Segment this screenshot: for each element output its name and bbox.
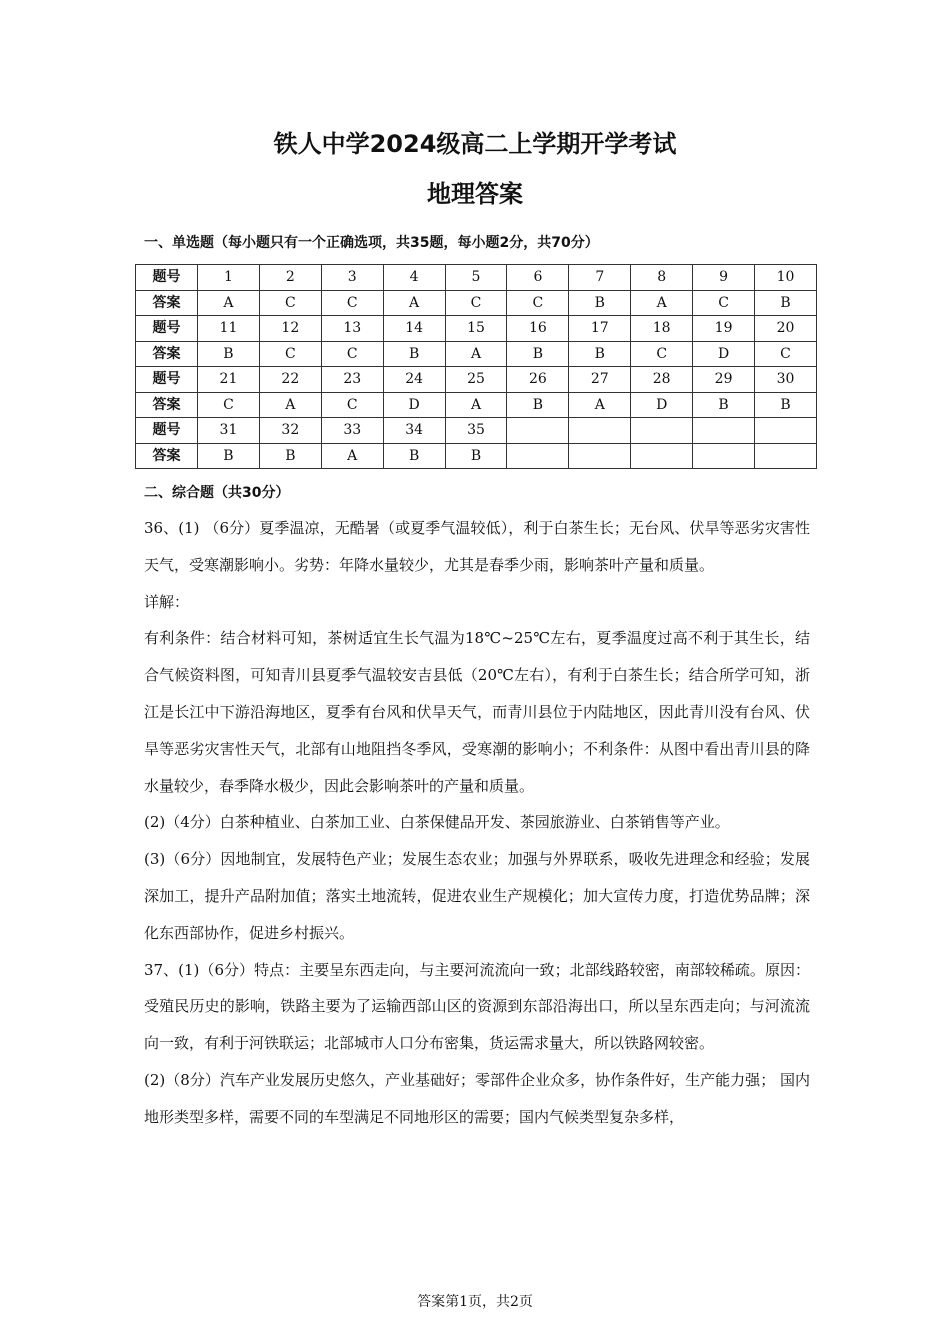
answer-cell: C bbox=[693, 290, 755, 316]
answer-cell: A bbox=[259, 392, 321, 418]
answer-cell: B bbox=[755, 290, 817, 316]
question-number-cell: 29 bbox=[693, 367, 755, 393]
question-number-cell: 15 bbox=[445, 316, 507, 342]
question-number-cell: 21 bbox=[198, 367, 260, 393]
answer-cell: C bbox=[507, 290, 569, 316]
question-number-cell: 23 bbox=[321, 367, 383, 393]
answer-cell: C bbox=[259, 341, 321, 367]
answer-37-2: (2)（8分）汽车产业发展历史悠久，产业基础好；零部件企业众多，协作条件好，生产能力强； 国内地形类型多样，需要不同的车型满足不同地形区的需要；国内气候类型复杂多样， bbox=[144, 1070, 810, 1126]
answer-36-2: (2)（4分）白茶种植业、白茶加工业、白茶保健品开发、茶园旅游业、白茶销售等产业。 bbox=[144, 813, 730, 832]
row-label-number: 题号 bbox=[136, 367, 198, 393]
answer-cell: B bbox=[259, 443, 321, 469]
answer-36-3: (3)（6分）因地制宜，发展特色产业；发展生态农业；加强与外界联系，吸收先进理念和经验；发展深加工，提升产品附加值；落实土地流转，促进农业生产规模化；加大宣传力度，打造优势品牌；深化东西部协作，促进乡村振兴。 bbox=[144, 850, 810, 942]
explanation-text: 有利条件：结合材料可知，茶树适宜生长气温为18℃~25℃左右，夏季温度过高不利于其生长，结合气候资料图，可知青川县夏季气温较安吉县低（20℃左右），有利于白茶生长；结合所学可知，浙江是长江中下游沿海地区，夏季有台风和伏旱天气，而青川县位于内陆地区，因此青川没有台风、伏旱等恶劣灾害性天气，北部有山地阻挡冬季风，受寒潮的影响小；不利条件：从图中看出青川县的降水量较少，春季降水极少，因此会影响茶叶的产量和质量。 bbox=[144, 629, 810, 795]
row-label-number: 题号 bbox=[136, 316, 198, 342]
answer-cell: D bbox=[693, 341, 755, 367]
answer-cell: B bbox=[198, 341, 260, 367]
question-number-cell: 27 bbox=[569, 367, 631, 393]
question-number-cell bbox=[631, 418, 693, 444]
row-label-answer: 答案 bbox=[136, 443, 198, 469]
question-number-cell: 31 bbox=[198, 418, 260, 444]
answer-cell: B bbox=[755, 392, 817, 418]
answer-cell: A bbox=[631, 290, 693, 316]
answer-cell: B bbox=[693, 392, 755, 418]
page-footer: 答案第1页，共2页 bbox=[417, 1294, 533, 1310]
question-number-row bbox=[136, 316, 817, 342]
answer-cell: B bbox=[507, 341, 569, 367]
answer-row bbox=[136, 392, 817, 418]
comprehensive-answers bbox=[144, 510, 810, 1136]
answer-37-1: 37、(1)（6分）特点：主要呈东西走向，与主要河流流向一致；北部线路较密，南部较稀疏。原因：受殖民历史的影响，铁路主要为了运输西部山区的资源到东部沿海出口，所以呈东西走向；与河流流向一致，有利于河铁联运；北部城市人口分布密集，货运需求量大，所以铁路网较密。 bbox=[144, 960, 810, 1053]
row-label-answer: 答案 bbox=[136, 392, 198, 418]
question-number-row bbox=[136, 418, 817, 444]
answer-cell: D bbox=[383, 392, 445, 418]
question-number-cell: 35 bbox=[445, 418, 507, 444]
question-number-row bbox=[136, 265, 817, 291]
question-number-cell: 11 bbox=[198, 316, 260, 342]
question-number-cell: 22 bbox=[259, 367, 321, 393]
question-number-cell: 12 bbox=[259, 316, 321, 342]
answer-row bbox=[136, 341, 817, 367]
question-number-cell: 26 bbox=[507, 367, 569, 393]
question-number-cell: 5 bbox=[445, 265, 507, 291]
question-number-cell: 6 bbox=[507, 265, 569, 291]
question-number-cell: 16 bbox=[507, 316, 569, 342]
answer-cell: B bbox=[507, 392, 569, 418]
answer-cell: B bbox=[569, 341, 631, 367]
answer-cell: A bbox=[383, 290, 445, 316]
section-1-heading: 一、单选题（每小题只有一个正确选项，共35题，每小题2分，共70分） bbox=[144, 235, 599, 251]
question-number-cell: 33 bbox=[321, 418, 383, 444]
answer-cell: B bbox=[445, 443, 507, 469]
answer-cell: B bbox=[383, 341, 445, 367]
answer-36-1: 36、(1) （6分）夏季温凉，无酷暑（或夏季气温较低），利于白茶生长；无台风、伏旱等恶劣灾害性天气，受寒潮影响小。劣势：年降水量较少，尤其是春季少雨，影响茶叶产量和质量。 bbox=[144, 519, 810, 574]
answer-cell bbox=[693, 443, 755, 469]
answer-cell bbox=[569, 443, 631, 469]
question-number-cell: 30 bbox=[755, 367, 817, 393]
question-number-cell: 24 bbox=[383, 367, 445, 393]
answer-cell: C bbox=[259, 290, 321, 316]
answer-cell: B bbox=[198, 443, 260, 469]
answer-cell bbox=[755, 443, 817, 469]
question-number-cell: 7 bbox=[569, 265, 631, 291]
explanation-label: 详解： bbox=[144, 592, 190, 611]
exam-subtitle: 地理答案 bbox=[427, 180, 523, 208]
answer-cell bbox=[631, 443, 693, 469]
answer-table bbox=[135, 264, 817, 469]
answer-row bbox=[136, 290, 817, 316]
question-number-cell: 9 bbox=[693, 265, 755, 291]
answer-cell bbox=[507, 443, 569, 469]
row-label-answer: 答案 bbox=[136, 290, 198, 316]
row-label-number: 题号 bbox=[136, 265, 198, 291]
answer-cell: A bbox=[569, 392, 631, 418]
question-number-cell: 3 bbox=[321, 265, 383, 291]
question-number-cell: 18 bbox=[631, 316, 693, 342]
question-number-cell bbox=[507, 418, 569, 444]
question-number-cell: 34 bbox=[383, 418, 445, 444]
answer-cell: D bbox=[631, 392, 693, 418]
exam-title: 铁人中学2024级高二上学期开学考试 bbox=[273, 130, 677, 158]
question-number-cell: 25 bbox=[445, 367, 507, 393]
answer-cell: A bbox=[321, 443, 383, 469]
answer-cell: C bbox=[755, 341, 817, 367]
answer-cell: C bbox=[321, 290, 383, 316]
question-number-cell: 28 bbox=[631, 367, 693, 393]
question-number-cell: 2 bbox=[259, 265, 321, 291]
answer-cell: C bbox=[198, 392, 260, 418]
section-2-heading: 二、综合题（共30分） bbox=[144, 485, 290, 501]
row-label-answer: 答案 bbox=[136, 341, 198, 367]
question-number-cell: 32 bbox=[259, 418, 321, 444]
question-number-cell bbox=[569, 418, 631, 444]
question-number-cell: 4 bbox=[383, 265, 445, 291]
question-number-cell: 17 bbox=[569, 316, 631, 342]
question-number-cell: 14 bbox=[383, 316, 445, 342]
answer-cell: B bbox=[569, 290, 631, 316]
question-number-cell: 8 bbox=[631, 265, 693, 291]
question-number-cell bbox=[755, 418, 817, 444]
answer-cell: A bbox=[198, 290, 260, 316]
answer-row bbox=[136, 443, 817, 469]
answer-cell: B bbox=[383, 443, 445, 469]
question-number-cell: 10 bbox=[755, 265, 817, 291]
question-number-cell: 1 bbox=[198, 265, 260, 291]
answer-cell: C bbox=[631, 341, 693, 367]
question-number-cell: 20 bbox=[755, 316, 817, 342]
answer-cell: C bbox=[445, 290, 507, 316]
answer-cell: C bbox=[321, 392, 383, 418]
question-number-cell bbox=[693, 418, 755, 444]
question-number-cell: 19 bbox=[693, 316, 755, 342]
answer-cell: C bbox=[321, 341, 383, 367]
answer-cell: A bbox=[445, 341, 507, 367]
question-number-cell: 13 bbox=[321, 316, 383, 342]
row-label-number: 题号 bbox=[136, 418, 198, 444]
answer-cell: A bbox=[445, 392, 507, 418]
question-number-row bbox=[136, 367, 817, 393]
